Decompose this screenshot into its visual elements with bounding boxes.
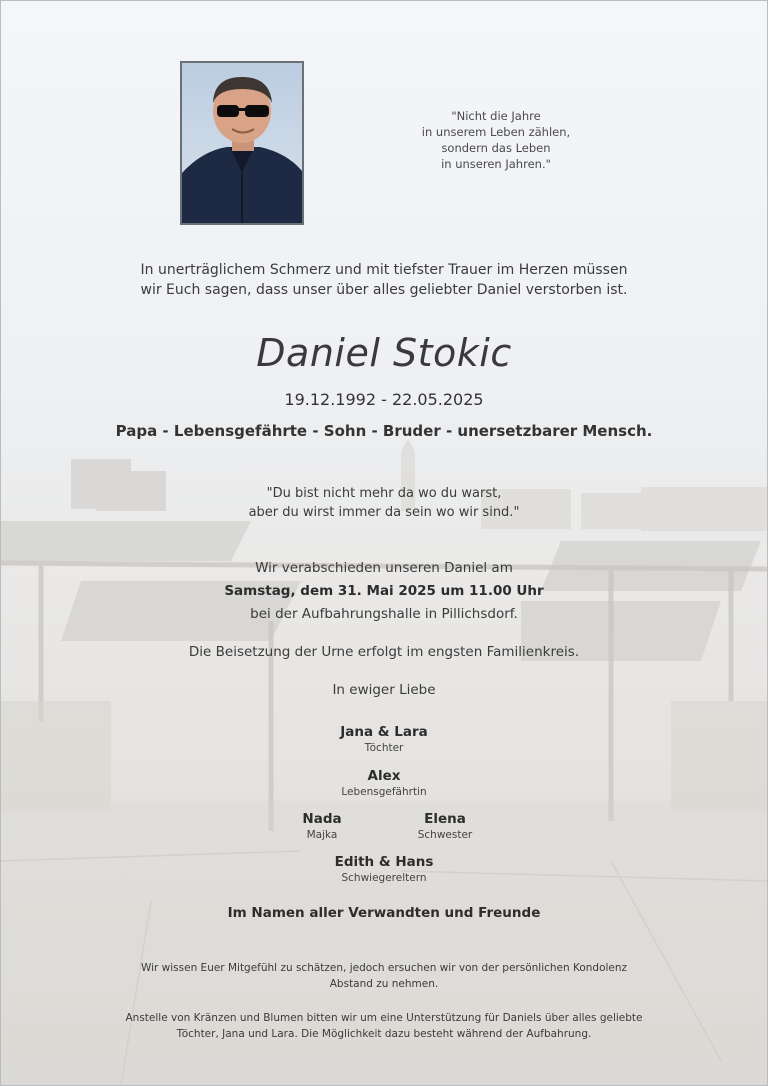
mourner-entry (284, 724, 484, 756)
farewell-info (1, 557, 767, 626)
mourner-name: Jana & Lara (340, 724, 428, 740)
mourner-name: Elena (424, 811, 466, 827)
top-quote-line: in unseren Jahren." (441, 157, 551, 171)
mourner-entry (284, 768, 484, 800)
farewell-location: bei der Aufbahrungshalle in Pillichsdorf. (250, 606, 518, 622)
portrait-photo (180, 61, 304, 225)
mourner-relation: Majka (306, 829, 338, 841)
mourner-entry (284, 854, 484, 886)
in-eternal-love: In ewiger Liebe (332, 682, 436, 698)
mourner-relation: Schwiegereltern (341, 872, 427, 884)
donation-note (101, 1010, 667, 1042)
intro-text (91, 260, 677, 300)
mourner-entry (345, 811, 545, 843)
mourner-name: Alex (367, 768, 401, 784)
deceased-name: Daniel Stokic (256, 331, 512, 375)
top-quote-line: sondern das Leben (441, 141, 551, 155)
mourner-relation: Schwester (417, 829, 473, 841)
middle-quote-line: "Du bist nicht mehr da wo du warst, (266, 486, 502, 501)
donation-note-line: Töchter, Jana und Lara. Die Möglichkeit dazu besteht während der Aufbahrung. (176, 1028, 592, 1040)
intro-line: wir Euch sagen, dass unser über alles geliebter Daniel verstorben ist. (140, 282, 628, 298)
farewell-intro: Wir verabschieden unseren Daniel am (255, 560, 513, 576)
deceased-roles: Papa - Lebensgefährte - Sohn - Bruder - unersetzbarer Mensch. (115, 422, 653, 440)
donation-note-line: Anstelle von Kränzen und Blumen bitten wir um eine Unterstützung für Daniels über alles geliebte (125, 1012, 643, 1024)
mourner-relation: Lebensgefährtin (341, 786, 427, 798)
closing-line: Im Namen aller Verwandten und Freunde (227, 905, 541, 921)
middle-quote (161, 484, 607, 522)
mourner-name: Edith & Hans (334, 854, 434, 870)
top-quote-line: in unserem Leben zählen, (421, 125, 571, 139)
life-dates: 19.12.1992 - 22.05.2025 (284, 390, 484, 409)
farewell-date: Samstag, dem 31. Mai 2025 um 11.00 Uhr (224, 583, 544, 599)
condolence-note-line: Wir wissen Euer Mitgefühl zu schätzen, jedoch ersuchen wir von der persönlichen Kondolenz (140, 962, 628, 974)
top-quote (391, 108, 601, 172)
mourner-name: Nada (302, 811, 342, 827)
portrait-image (182, 63, 302, 223)
middle-quote-line: aber du wirst immer da sein wo wir sind." (248, 505, 520, 520)
condolence-note (111, 960, 657, 992)
intro-line: In unerträglichem Schmerz und mit tiefster Trauer im Herzen müssen (140, 262, 628, 278)
mourner-relation: Töchter (364, 742, 404, 754)
burial-note: Die Beisetzung der Urne erfolgt im engsten Familienkreis. (188, 644, 580, 660)
top-quote-line: "Nicht die Jahre (451, 109, 541, 123)
condolence-note-line: Abstand zu nehmen. (329, 978, 439, 990)
